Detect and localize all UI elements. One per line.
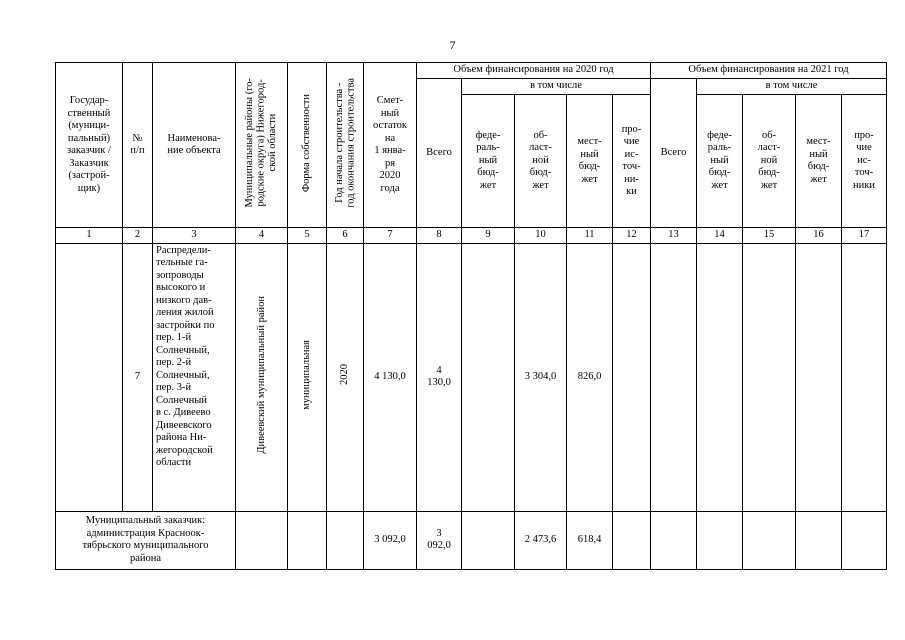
summary-ownership [288, 511, 327, 569]
row-federal-2020 [462, 243, 515, 511]
column-number: 11 [567, 228, 613, 244]
header-total-2020: Всего [417, 79, 462, 228]
row-number: 7 [123, 243, 153, 511]
column-number: 7 [364, 228, 417, 244]
header-local-2020: мест- ный бюд- жет [567, 95, 613, 228]
column-number: 13 [651, 228, 697, 244]
row-total-2020: 4 130,0 [417, 243, 462, 511]
row-local-2020: 826,0 [567, 243, 613, 511]
row-other-2020 [613, 243, 651, 511]
column-number: 9 [462, 228, 515, 244]
summary-years [327, 511, 364, 569]
row-object-name: Распредели- тельные га- зопроводы высокого и низкого дав- ления жилой застройки по пер. 1-й Солнечный, пер. 2-й Солнечный, пер. 3-й Солнечный в с. Дивеево Дивеевского района Ни- жегородской области [153, 243, 236, 511]
summary-local-2020: 618,4 [567, 511, 613, 569]
header-district: Муниципальные районы (го- родские округа) Нижегород- ской области [236, 63, 288, 228]
row-estimate: 4 130,0 [364, 243, 417, 511]
header-regional-2021: об- ласт- ной бюд- жет [743, 95, 796, 228]
header-other-2021: про- чие ис- точ- ники [842, 95, 887, 228]
header-federal-2021: феде- раль- ный бюд- жет [697, 95, 743, 228]
header-years: Год начала строительства - год окончания строительства [327, 63, 364, 228]
summary-other-2020 [613, 511, 651, 569]
column-number: 6 [327, 228, 364, 244]
summary-district [236, 511, 288, 569]
summary-federal-2020 [462, 511, 515, 569]
row-regional-2021 [743, 243, 796, 511]
row-regional-2020: 3 304,0 [515, 243, 567, 511]
column-number: 12 [613, 228, 651, 244]
summary-other-2021 [842, 511, 887, 569]
summary-estimate: 3 092,0 [364, 511, 417, 569]
column-number: 8 [417, 228, 462, 244]
header-including-2021: в том числе [697, 79, 887, 95]
row-total-2021 [651, 243, 697, 511]
column-number: 3 [153, 228, 236, 244]
page-number: 7 [449, 38, 456, 52]
summary-row [56, 511, 887, 569]
row-customer [56, 243, 123, 511]
row-other-2021 [842, 243, 887, 511]
summary-local-2021 [796, 511, 842, 569]
column-number: 2 [123, 228, 153, 244]
row-local-2021 [796, 243, 842, 511]
summary-label: Муниципальный заказчик: администрация Красноок- тябрьского муниципального района [56, 511, 236, 569]
column-number: 5 [288, 228, 327, 244]
header-local-2021: мест- ный бюд- жет [796, 95, 842, 228]
summary-regional-2021 [743, 511, 796, 569]
header-federal-2020: феде- раль- ный бюд- жет [462, 95, 515, 228]
column-number: 15 [743, 228, 796, 244]
column-number: 16 [796, 228, 842, 244]
summary-federal-2021 [697, 511, 743, 569]
financing-table [55, 62, 887, 570]
summary-regional-2020: 2 473,6 [515, 511, 567, 569]
summary-total-2021 [651, 511, 697, 569]
row-years: 2020 [327, 243, 364, 511]
row-ownership: муниципальная [288, 243, 327, 511]
column-number: 4 [236, 228, 288, 244]
column-number: 17 [842, 228, 887, 244]
row-district: Дивеевский муниципальный район [236, 243, 288, 511]
header-ownership: Форма собственности [288, 63, 327, 228]
header-fin-2021: Объем финансирования на 2021 год [651, 63, 887, 79]
column-number: 1 [56, 228, 123, 244]
table-row [56, 243, 887, 511]
header-object-name: Наименова- ние объекта [153, 63, 236, 228]
header-total-2021: Всего [651, 79, 697, 228]
header-other-2020: про- чие ис- точ- ни- ки [613, 95, 651, 228]
header-number: № п/п [123, 63, 153, 228]
header-including-2020: в том числе [462, 79, 651, 95]
row-federal-2021 [697, 243, 743, 511]
header-customer: Государ- ственный (муници- пальный) заказчик / Заказчик (застрой- щик) [56, 63, 123, 228]
header-regional-2020: об- ласт- ной бюд- жет [515, 95, 567, 228]
header-estimate: Смет- ный остаток на 1 янва- ря 2020 года [364, 63, 417, 228]
summary-total-2020: 3 092,0 [417, 511, 462, 569]
column-number: 14 [697, 228, 743, 244]
column-number: 10 [515, 228, 567, 244]
header-fin-2020: Объем финансирования на 2020 год [417, 63, 651, 79]
